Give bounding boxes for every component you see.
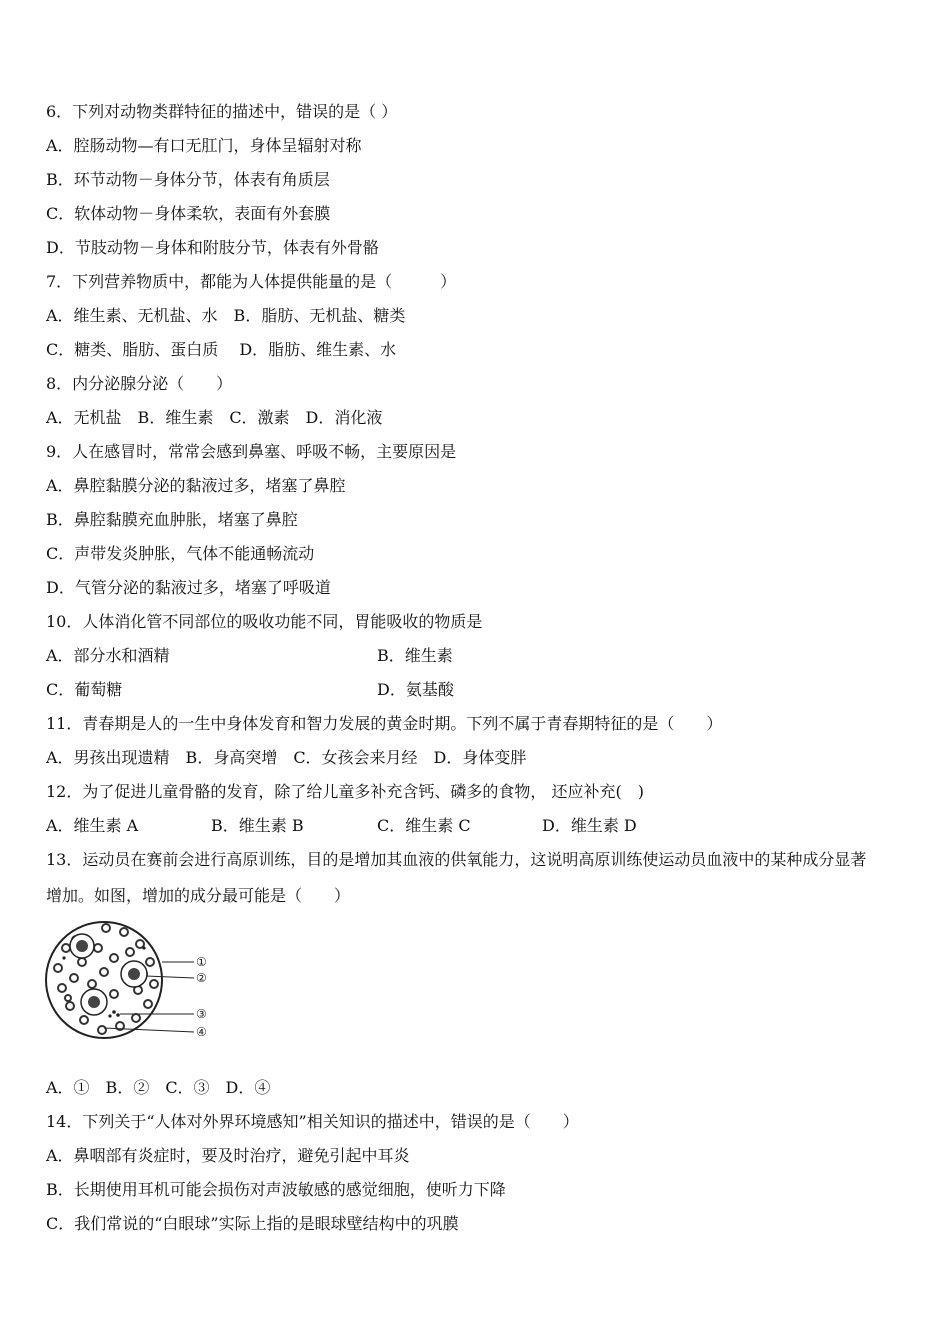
- q12-option-a: A．维生素 A: [46, 816, 139, 835]
- q14-stem: 14．下列关于“人体对外界环境感知”相关知识的描述中，错误的是（ ）: [46, 1112, 579, 1131]
- q9-option-c: C．声带发炎肿胀，气体不能通畅流动: [46, 544, 315, 563]
- blood-smear-figure: [44, 918, 214, 1048]
- q11-stem: 11．青春期是人的一生中身体发育和智力发展的黄金时期。下列不属于青春期特征的是（ ）: [46, 714, 723, 733]
- q7-options-cd: C．糖类、脂肪、蛋白质 D．脂肪、维生素、水: [46, 340, 397, 359]
- q7-options-ab: A．维生素、无机盐、水 B．脂肪、无机盐、糖类: [46, 306, 406, 325]
- q6-option-d: D．节肢动物－身体和附肢分节，体表有外骨骼: [46, 238, 379, 257]
- q14-option-b: B．长期使用耳机可能会损伤对声波敏感的感觉细胞，使听力下降: [46, 1180, 506, 1199]
- q9-option-a: A．鼻腔黏膜分泌的黏液过多，堵塞了鼻腔: [46, 476, 346, 495]
- q13-stem-line2: 增加。如图，增加的成分最可能是（ ）: [46, 886, 351, 905]
- figure-label-4: ④: [196, 1025, 207, 1039]
- q10-option-c: C．葡萄糖: [46, 680, 123, 699]
- q12-option-c: C．维生素 C: [377, 816, 471, 835]
- q8-stem: 8．内分泌腺分泌（ ）: [46, 374, 233, 393]
- q10-option-b: B．维生素: [377, 646, 453, 665]
- q12-option-d: D．维生素 D: [542, 816, 637, 835]
- q6-stem: 6．下列对动物类群特征的描述中，错误的是（ ）: [46, 102, 398, 121]
- figure-label-2: ②: [196, 971, 207, 985]
- q11-options: A．男孩出现遗精 B．身高突增 C．女孩会来月经 D．身体变胖: [46, 748, 527, 767]
- figure-label-3: ③: [196, 1007, 207, 1021]
- q12-option-b: B．维生素 B: [211, 816, 304, 835]
- figure-label-1: ①: [196, 955, 207, 969]
- q10-stem: 10．人体消化管不同部位的吸收功能不同，胃能吸收的物质是: [46, 612, 483, 631]
- q14-option-a: A．鼻咽部有炎症时，要及时治疗，避免引起中耳炎: [46, 1146, 410, 1165]
- q10-option-a: A．部分水和酒精: [46, 646, 170, 665]
- q12-stem: 12．为了促进儿童骨骼的发育，除了给儿童多补充含钙、磷多的食物， 还应补充( ): [46, 782, 644, 801]
- q10-option-d: D．氨基酸: [377, 680, 454, 699]
- q6-option-a: A．腔肠动物—有口无肛门，身体呈辐射对称: [46, 136, 362, 155]
- q7-stem: 7．下列营养物质中，都能为人体提供能量的是（ ）: [46, 272, 457, 291]
- q13-options: A．① B．② C．③ D．④: [46, 1078, 271, 1097]
- q13-stem-line1: 13．运动员在赛前会进行高原训练，目的是增加其血液的供氧能力，这说明高原训练使运动员血液中的某种成分显著: [46, 850, 867, 869]
- q6-option-b: B．环节动物－身体分节，体表有角质层: [46, 170, 330, 189]
- q9-option-d: D．气管分泌的黏液过多，堵塞了呼吸道: [46, 578, 331, 597]
- q8-options: A．无机盐 B．维生素 C．激素 D．消化液: [46, 408, 383, 427]
- q9-option-b: B．鼻腔黏膜充血肿胀，堵塞了鼻腔: [46, 510, 298, 529]
- q14-option-c: C．我们常说的“白眼球”实际上指的是眼球壁结构中的巩膜: [46, 1214, 459, 1233]
- q6-option-c: C．软体动物－身体柔软，表面有外套膜: [46, 204, 331, 223]
- q9-stem: 9．人在感冒时，常常会感到鼻塞、呼吸不畅，主要原因是: [46, 442, 457, 461]
